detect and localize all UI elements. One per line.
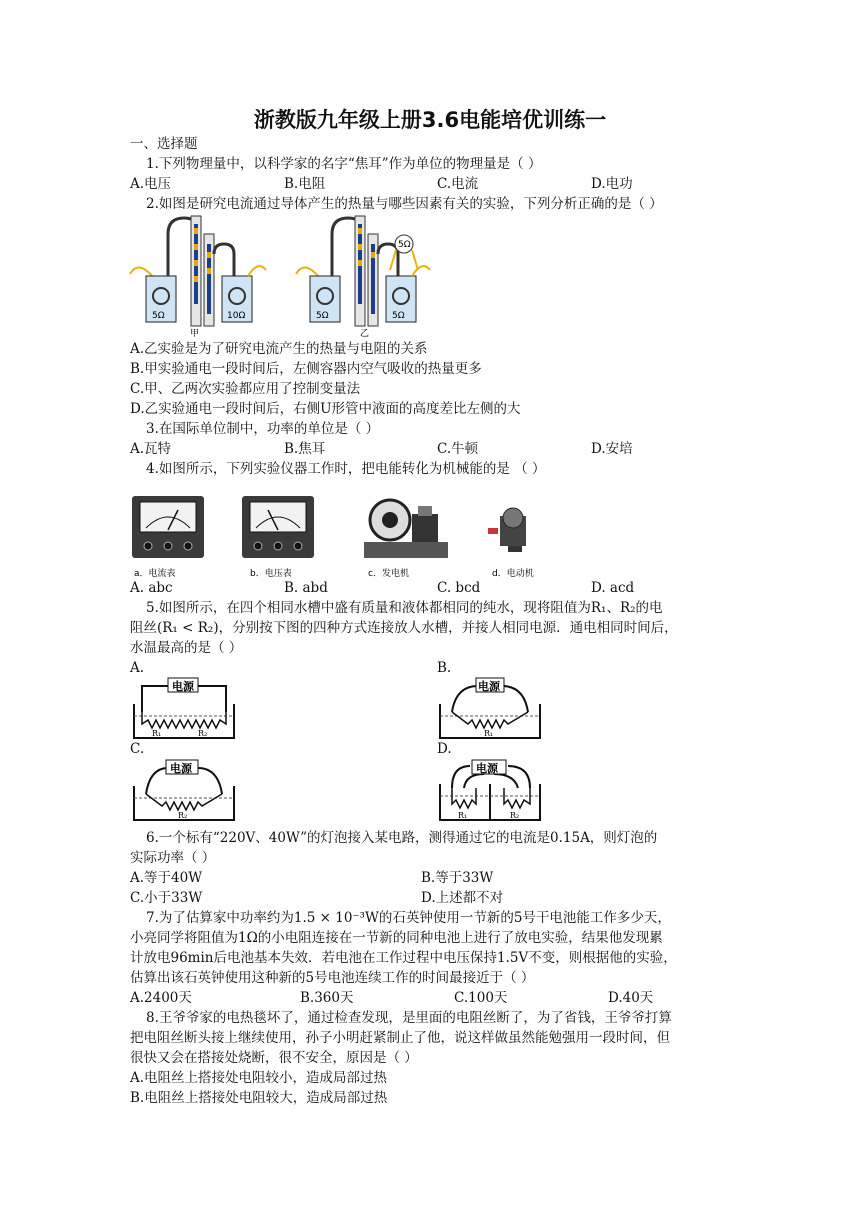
svg-text:d．电动机: d．电动机 [492,569,534,579]
q4-option-a[interactable]: A. abc [130,580,173,596]
q6-stem-line1: 6.一个标有“220V、40W”的灯泡接入某电路，测得通过它的电流是0.15A，则灯泡的 [146,830,658,846]
svg-text:乙: 乙 [360,329,370,339]
svg-text:甲: 甲 [190,329,200,339]
q6-option-c[interactable]: C.小于33W [130,890,203,906]
q8-stem-line2: 把电阻丝断头接上继续使用，孙子小明赶紧制止了他，说这样做虽然能勉强用一段时间，但 [130,1030,670,1046]
svg-text:5Ω: 5Ω [316,311,329,321]
q4-option-d[interactable]: D. acd [591,580,635,596]
q2-figure [128,214,438,340]
motor-image [488,508,526,552]
svg-text:a．电流表: a．电流表 [134,569,176,579]
q1-option-b[interactable]: B.电阻 [284,176,326,192]
q5-circuit-c [132,758,236,824]
q7-stem-line4: 估算出该石英钟使用这种新的5号电池连续工作的时间最接近于（ ） [130,970,535,986]
q5-label-a[interactable]: A. [130,660,145,676]
q5-circuit-d [438,758,542,824]
q8-option-a[interactable]: A.电阻丝上搭接处电阻较小，造成局部过热 [130,1070,388,1086]
q8-stem-line3: 很快又会在搭接处烧断，很不安全，原因是（ ） [130,1050,418,1066]
q3-option-c[interactable]: C.牛顿 [437,441,479,457]
q3-option-d[interactable]: D.安培 [591,441,633,457]
svg-text:R₁: R₁ [484,729,494,738]
q7-stem-line3: 计放电96min后电池基本失效．若电池在工作过程中电压保持1.5V不变，则根据他的实验， [130,950,677,966]
svg-text:R₂: R₂ [198,729,208,738]
q2-option-a[interactable]: A.乙实验是为了研究电流产生的热量与电阻的关系 [130,341,428,357]
svg-text:5Ω: 5Ω [152,311,165,321]
q6-option-a[interactable]: A.等于40W [130,870,203,886]
svg-text:5Ω: 5Ω [398,240,411,250]
q6-stem-line2: 实际功率（ ） [130,850,216,866]
q3-stem: 3.在国际单位制中，功率的单位是（ ） [146,421,380,437]
q8-option-b[interactable]: B.电阻丝上搭接处电阻较大，造成局部过热 [130,1090,388,1106]
q4-option-c[interactable]: C. bcd [437,580,481,596]
q2-stem: 2.如图是研究电流通过导体产生的热量与哪些因素有关的实验，下列分析正确的是（ ） [146,196,663,212]
svg-text:b．电压表: b．电压表 [250,569,292,579]
q3-option-b[interactable]: B.焦耳 [284,441,326,457]
q5-circuit-b [438,676,542,742]
svg-text:10Ω: 10Ω [227,311,246,321]
q1-option-d[interactable]: D.电功 [591,176,633,192]
svg-text:5Ω: 5Ω [392,311,405,321]
q7-stem-line2: 小亮同学将阻值为1Ω的小电阻连接在一节新的同种电池上进行了放电实验，结果他发现累 [130,930,663,946]
q2-option-b[interactable]: B.甲实验通电一段时间后，左侧容器内空气吸收的热量更多 [130,361,482,377]
svg-text:c．发电机: c．发电机 [368,569,409,579]
section-heading: 一、选择题 [130,136,198,152]
q4-option-b[interactable]: B. abd [284,580,328,596]
svg-text:R₁: R₁ [458,811,468,820]
voltmeter-image [242,496,314,558]
generator-image [364,500,448,558]
q4-figure [128,488,558,580]
page-title: 浙教版九年级上册3.6电能培优训练一 [253,108,607,132]
q5-stem-line3: 水温最高的是（ ） [130,640,243,656]
q7-stem-line1: 7.为了估算家中功率约为1.5 × 10⁻³W的石英钟使用一节新的5号干电池能工作多少天， [146,910,671,926]
svg-text:R₂: R₂ [510,811,520,820]
q6-option-b[interactable]: B.等于33W [421,870,494,886]
q7-option-d[interactable]: D.40天 [608,990,654,1006]
q7-option-b[interactable]: B.360天 [300,990,354,1006]
q7-option-a[interactable]: A.2400天 [130,990,192,1006]
q8-stem-line1: 8.王爷爷家的电热毯坏了，通过检查发现，是里面的电阻丝断了，为了省钱，王爷爷打算 [146,1010,672,1026]
q1-stem: 1.下列物理量中，以科学家的名字“焦耳”作为单位的物理量是（ ） [146,156,542,172]
q5-label-c[interactable]: C. [130,741,145,757]
q5-stem-line1: 5.如图所示，在四个相同水槽中盛有质量和液体都相同的纯水，现将阻值为R₁、R₂的电 [146,600,663,616]
q5-circuit-a [132,676,236,742]
q2-option-c[interactable]: C.甲、乙两次实验都应用了控制变量法 [130,381,361,397]
apparatus-jia [130,216,266,339]
svg-text:R₁: R₁ [152,729,162,738]
q5-label-b[interactable]: B. [437,660,452,676]
ammeter-image [132,496,204,558]
q1-option-c[interactable]: C.电流 [437,176,479,192]
q1-option-a[interactable]: A.电压 [130,176,172,192]
q4-stem: 4.如图所示，下列实验仪器工作时，把电能转化为机械能的是 （ ） [146,461,546,477]
q5-label-d[interactable]: D. [437,741,452,757]
svg-text:电源: 电源 [478,680,500,693]
apparatus-yi [296,216,430,339]
q2-option-d[interactable]: D.乙实验通电一段时间后，右侧U形管中液面的高度差比左侧的大 [130,401,521,417]
svg-text:R₂: R₂ [178,811,188,820]
svg-text:电源: 电源 [172,680,194,693]
q7-option-c[interactable]: C.100天 [454,990,508,1006]
svg-text:电源: 电源 [476,762,498,775]
q5-stem-line2: 阻丝(R₁ < R₂)，分别按下图的四种方式连接放人水槽，并接人相同电源．通电相同时间后， [130,620,678,636]
svg-text:电源: 电源 [170,762,192,775]
q6-option-d[interactable]: D.上述都不对 [421,890,504,906]
q3-option-a[interactable]: A.瓦特 [130,441,172,457]
